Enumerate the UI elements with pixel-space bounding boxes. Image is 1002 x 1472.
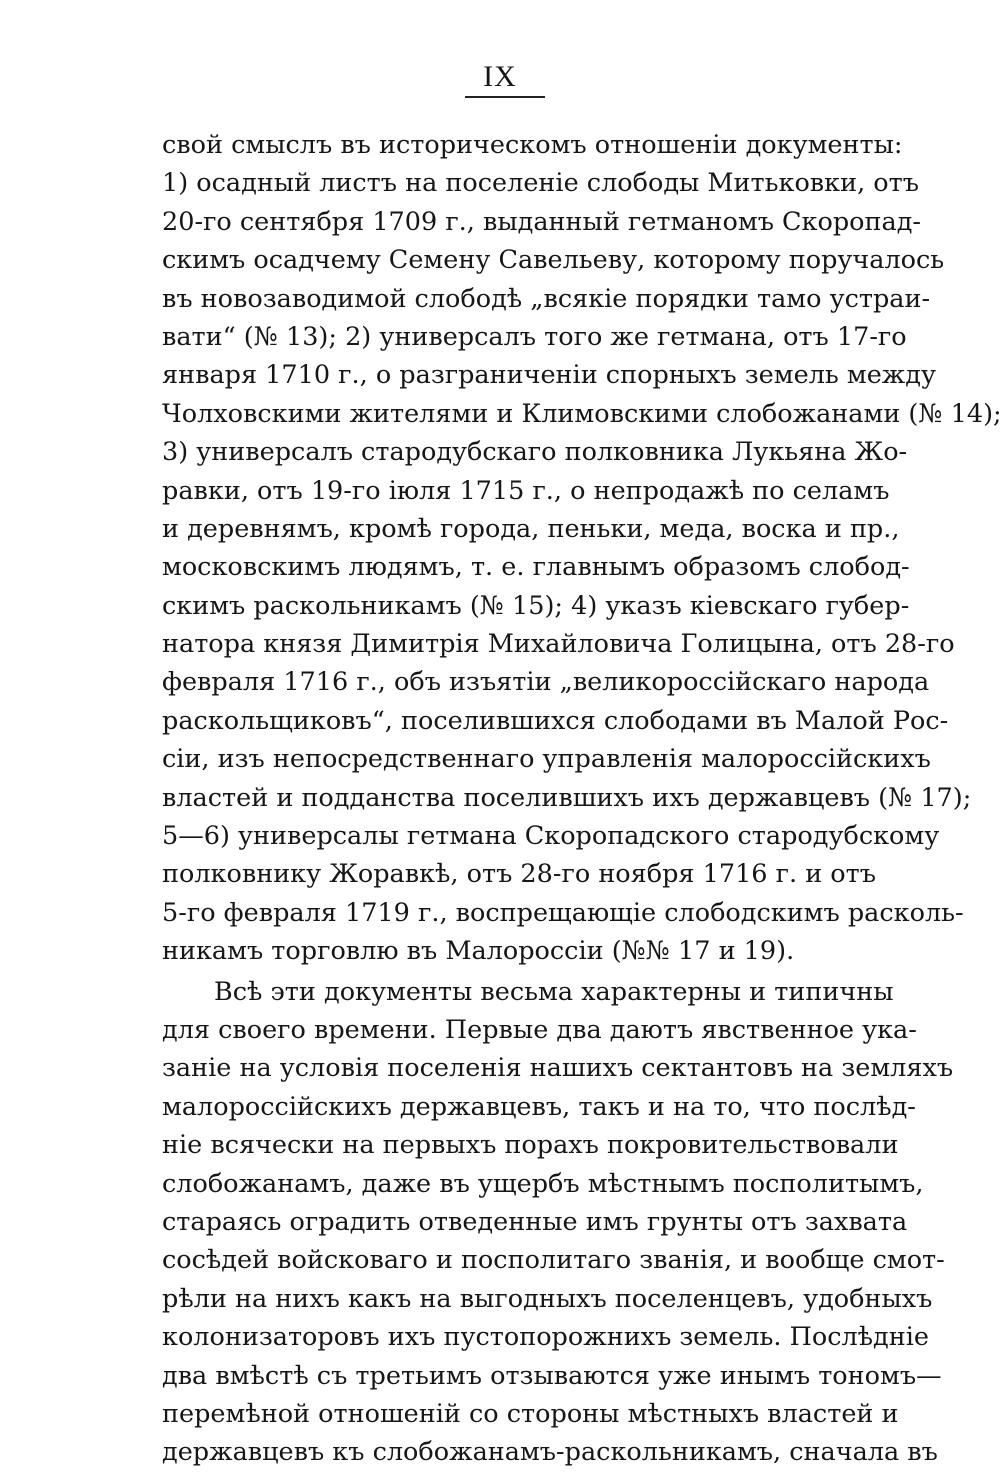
page-number: IX: [483, 60, 517, 93]
text-line: никамъ торговлю въ Малороссіи (№№ 17 и 19).: [162, 936, 795, 967]
text-line: сосѣдей войсковаго и посполитаго званія, и вообще смот-: [162, 1245, 945, 1276]
text-line: колонизаторовъ ихъ пустопорожнихъ земель. Послѣдніе: [162, 1322, 930, 1353]
text-line: Чолховскими жителями и Климовскими слобожанами (№ 14);: [162, 398, 1002, 429]
text-line: державцевъ къ слобожанамъ-раскольникамъ, сначала въ: [162, 1437, 938, 1468]
text-line: малороссійскихъ державцевъ, такъ и на то, что послѣд-: [162, 1091, 916, 1122]
text-line: въ новозаводимой слободѣ „всякіе порядки тамо устраи-: [162, 283, 931, 314]
text-line: два вмѣстѣ съ третьимъ отзываются уже инымъ тономъ—: [162, 1360, 942, 1391]
text-line: слобожанамъ, даже въ ущербъ мѣстнымъ посполитымъ,: [162, 1168, 924, 1199]
text-line: 1) осадный листъ на поселеніе слободы Митьковки, отъ: [162, 168, 919, 199]
text-line: перемѣной отношеній со стороны мѣстныхъ властей и: [162, 1398, 899, 1429]
text-line: для своего времени. Первые два даютъ явственное ука-: [162, 1014, 917, 1045]
text-line: 20-го сентября 1709 г., выданный гетманомъ Скоропад-: [162, 206, 922, 237]
paragraph-continued: [162, 126, 1002, 971]
text-line: свой смыслъ въ историческомъ отношеніи документы:: [162, 130, 903, 160]
text-line: 5—6) универсалы гетмана Скоропадского стародубскому: [162, 821, 940, 852]
text-line: раскольщиковъ“, поселившихся слободами въ Малой Рос-: [162, 705, 949, 736]
paragraph-documents-characteristic: [162, 973, 954, 1472]
page-number-underline: [465, 96, 545, 98]
text-line: сіи, изъ непосредственнаго управленія малороссійскихъ: [162, 744, 931, 775]
text-line: стараясь оградить отведенные имъ грунты отъ захвата: [162, 1206, 908, 1237]
text-line: 5-го февраля 1719 г., воспрещающіе слободскимъ расколь-: [162, 897, 964, 928]
text-line: января 1710 г., о разграниченіи спорныхъ земель между: [162, 360, 936, 391]
text-line: февраля 1716 г., объ изъятіи „великороссійскаго народа: [162, 667, 930, 698]
text-line: властей и подданства поселившихъ ихъ державцевъ (№ 17);: [162, 782, 972, 813]
text-line: и деревнямъ, кромѣ города, пеньки, меда, воска и пр.,: [162, 513, 900, 544]
text-line: равки, отъ 19-го іюля 1715 г., о непродажѣ по селамъ: [162, 475, 890, 506]
text-line: заніе на условія поселенія нашихъ сектантовъ на земляхъ: [162, 1053, 954, 1084]
text-line: московскимъ людямъ, т. е. главнымъ образомъ слобод-: [162, 552, 910, 583]
text-line: натора князя Димитрія Михайловича Голицына, отъ 28-го: [162, 629, 955, 660]
text-line: рѣли на нихъ какъ на выгодныхъ поселенцевъ, удобныхъ: [162, 1283, 933, 1314]
page-body: [162, 126, 1002, 1472]
text-line: 3) универсалъ стародубскаго полковника Лукьяна Жо-: [162, 437, 908, 468]
text-line: вати“ (№ 13); 2) универсалъ того же гетмана, отъ 17-го: [162, 321, 907, 352]
text-line: скимъ осадчему Семену Савельеву, которому поручалось: [162, 245, 945, 276]
text-line: полковнику Жоравкѣ, отъ 28-го ноября 1716 г. и отъ: [162, 859, 876, 890]
text-line: Всѣ эти документы весьма характерны и типичны: [214, 976, 894, 1007]
text-line: скимъ раскольникамъ (№ 15); 4) указъ кіевскаго губер-: [162, 590, 910, 621]
text-line: ніе всячески на первыхъ порахъ покровительствовали: [162, 1130, 899, 1161]
